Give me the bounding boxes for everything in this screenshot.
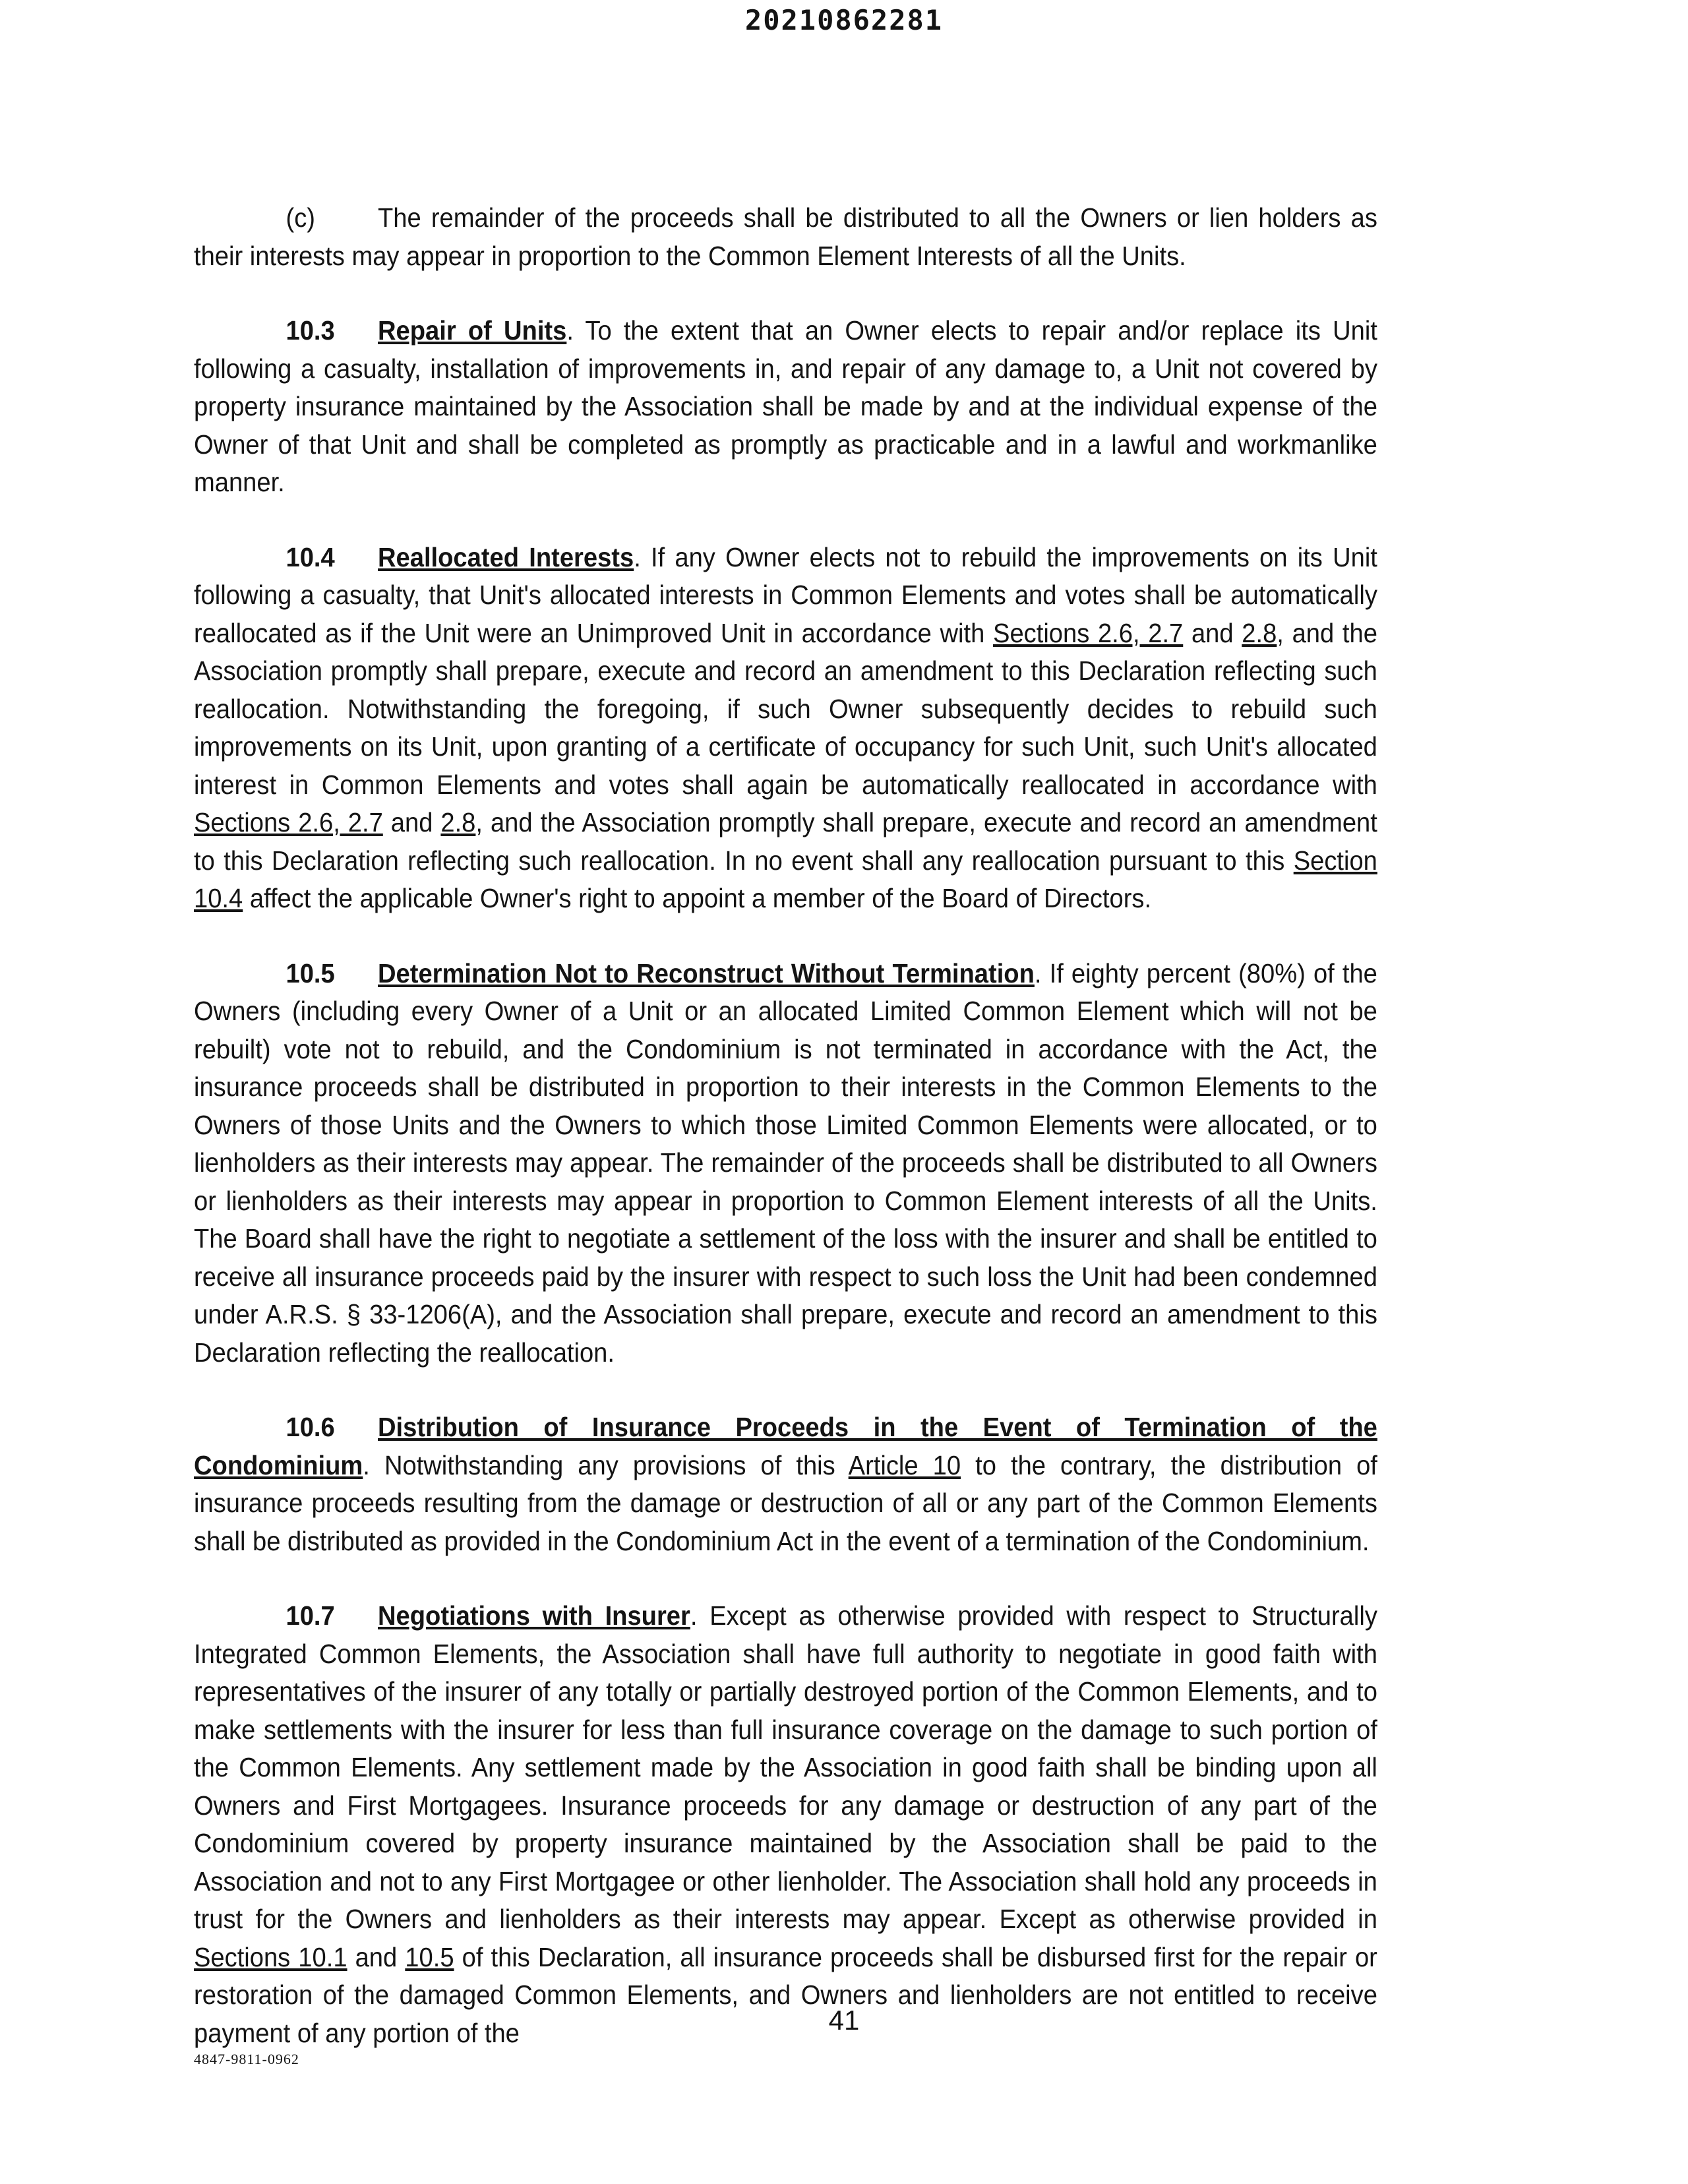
section-10-3: 10.3 Repair of Units. To the extent that an Owner elects to repair and/or replace its Unit following a casualty, installation of improvements in, and repair of any damage to, a Unit not covered by property insurance maintained by the Association shall be made by and at the individual expense of the Owner of that Unit and shall be completed as promptly as practicable and in a lawful and workmanlike manner.: [194, 312, 1377, 502]
section-10-3-title: Repair of Units: [378, 315, 567, 346]
cross-reference: Sections 10.1: [194, 1941, 347, 1972]
section-10-3-text: To the extent that an Owner elects to repair and/or replace its Unit following a casualty, installation of improvements in, and repair of any damage to, a Unit not covered by property insurance maintained by the Association shall be made by and at the individual expense of the Owner of that Unit and shall be completed as promptly as practicable and in a lawful and workmanlike manner.: [194, 315, 1377, 497]
section-10-7-text-1: Except as otherwise provided with respect to Structurally Integrated Common Elements, the Association shall have full authority to negotiate in good faith with representatives of the insurer of any totally or partially destroyed portion of the Common Elements, and to make settlements with the insurer for less than full insurance coverage on the damage to such portion of the Common Elements. Any settlement made by the Association in good faith shall be binding upon all Owners and First Mortgagees. Insurance proceeds for any damage or destruction of any part of the Condominium covered by property insurance maintained by the Association shall be paid to the Association and not to any First Mortgagee or other lienholder. The Association shall hold any proceeds in trust for the Owners and lienholders as their interests may appear. Except as otherwise provided in: [194, 1600, 1377, 1934]
cross-reference: 2.8: [1242, 617, 1277, 648]
section-10-4-number: 10.4: [286, 541, 335, 572]
cross-reference: 2.8: [440, 807, 476, 837]
cross-reference: Section 10.4: [194, 845, 1377, 913]
section-10-4-text-1: If any Owner elects not to rebuild the improvements on its Unit following a casualty, that Unit's allocated interests in Common Elements and votes shall be automatically reallocated as if the Unit were an Unimproved Unit in accordance with: [194, 541, 1377, 648]
section-10-6-number: 10.6: [286, 1412, 335, 1442]
section-10-7-text-2: and: [355, 1941, 398, 1972]
section-10-4-text-6: affect the applicable Owner's right to appoint a member of the Board of Directors.: [249, 883, 1152, 913]
section-10-7-text-3: of this Declaration, all insurance proceeds shall be disbursed first for the repair or restoration of the damaged Common Elements, and Owners and lienholders are not entitled to receive payment of any portion of the: [194, 1941, 1377, 2048]
section-10-6-title: Distribution of Insurance Proceeds in the Event of Termination of the Condominium: [194, 1412, 1377, 1480]
page-number: 41: [828, 2005, 860, 2036]
section-10-4-text-5: , and the Association promptly shall prepare, execute and record an amendment to this Declaration reflecting such reallocation. In no event shall any reallocation pursuant to this: [194, 807, 1377, 876]
paragraph-c-label: (c): [286, 202, 315, 233]
document-body: [194, 199, 1377, 2089]
document-id: 4847-9811-0962: [194, 2051, 299, 2067]
cross-reference: Sections 2.6, 2.7: [993, 617, 1184, 648]
paragraph-c-text: The remainder of the proceeds shall be distributed to all the Owners or lien holders as their interests may appear in proportion to the Common Element Interests of all the Units.: [194, 202, 1377, 271]
section-10-7-number: 10.7: [286, 1600, 335, 1631]
section-10-7: 10.7 Negotiations with Insurer. Except as otherwise provided with respect to Structurally Integrated Common Elements, the Association shall have full authority to negotiate in good faith with representatives of the insurer of any totally or partially destroyed portion of the Common Elements, and to make settlements with the insurer for less than full insurance coverage on the damage to such portion of the Common Elements. Any settlement made by the Association in good faith shall be binding upon all Owners and First Mortgagees. Insurance proceeds for any damage or destruction of any part of the Condominium covered by property insurance maintained by the Association shall be paid to the Association and not to any First Mortgagee or other lienholder. The Association shall hold any proceeds in trust for the Owners and lienholders as their interests may appear. Except as otherwise provided in Sections 10.1 and 10.5 of this Declaration, all insurance proceeds shall be disbursed first for the repair or restoration of the damaged Common Elements, and Owners and lienholders are not entitled to receive payment of any portion of the: [194, 1597, 1377, 2052]
section-10-5-number: 10.5: [286, 957, 335, 988]
section-10-6-text-1: Notwithstanding any provisions of this: [384, 1449, 835, 1480]
section-10-4-text-2: and: [1191, 617, 1234, 648]
recording-number: 20210862281: [744, 4, 944, 36]
section-10-5: 10.5 Determination Not to Reconstruct Without Termination. If eighty percent (80%) of the Owners (including every Owner of a Unit or an allocated Limited Common Element which will not be rebuilt) vote not to rebuild, and the Condominium is not terminated in accordance with the Act, the insurance proceeds shall be distributed in proportion to their interests in the Common Elements to the Owners of those Units and the Owners to which those Limited Common Elements were allocated, or to lienholders as their interests may appear. The remainder of the proceeds shall be distributed to all Owners or lienholders as their interests may appear in proportion to Common Element interests of all the Units. The Board shall have the right to negotiate a settlement of the loss with the insurer and shall be entitled to receive all insurance proceeds paid by the insurer with respect to such loss the Unit had been condemned under A.R.S. § 33-1206(A), and the Association shall prepare, execute and record an amendment to this Declaration reflecting the reallocation.: [194, 955, 1377, 1372]
cross-reference: 10.5: [405, 1941, 454, 1972]
cross-reference: Article 10: [848, 1449, 961, 1480]
section-10-3-number: 10.3: [286, 315, 335, 346]
section-10-5-text: If eighty percent (80%) of the Owners (including every Owner of a Unit or an allocated Limited Common Element which will not be rebuilt) vote not to rebuild, and the Condominium is not terminated in accordance with the Act, the insurance proceeds shall be distributed in proportion to their interests in the Common Elements to the Owners of those Units and the Owners to which those Limited Common Elements were allocated, or to lienholders as their interests may appear. The remainder of the proceeds shall be distributed to all Owners or lienholders as their interests may appear in proportion to Common Element interests of all the Units. The Board shall have the right to negotiate a settlement of the loss with the insurer and shall be entitled to receive all insurance proceeds paid by the insurer with respect to such loss the Unit had been condemned under A.R.S. § 33-1206(A), and the Association shall prepare, execute and record an amendment to this Declaration reflecting the reallocation.: [194, 957, 1377, 1368]
section-10-4-title: Reallocated Interests: [378, 541, 634, 572]
section-10-6: 10.6 Distribution of Insurance Proceeds in the Event of Termination of the Condominium. Notwithstanding any provisions of this Article 10 to the contrary, the distribution of insurance proceeds resulting from the damage or destruction of all or any part of the Common Elements shall be distributed as provided in the Condominium Act in the event of a termination of the Condominium.: [194, 1409, 1377, 1560]
section-10-5-title: Determination Not to Reconstruct Without Termination: [378, 957, 1035, 988]
paragraph-c: [194, 199, 1377, 275]
section-10-6-text-2: to the contrary, the distribution of insurance proceeds resulting from the damage or destruction of all or any part of the Common Elements shall be distributed as provided in the Condominium Act in the event of a termination of the Condominium.: [194, 1449, 1377, 1556]
section-10-7-title: Negotiations with Insurer: [378, 1600, 690, 1631]
cross-reference: Sections 2.6, 2.7: [194, 807, 383, 837]
section-10-4: 10.4 Reallocated Interests. If any Owner elects not to rebuild the improvements on its Unit following a casualty, that Unit's allocated interests in Common Elements and votes shall be automatically reallocated as if the Unit were an Unimproved Unit in accordance with Sections 2.6, 2.7 and 2.8, and the Association promptly shall prepare, execute and record an amendment to this Declaration reflecting such reallocation. Notwithstanding the foregoing, if such Owner subsequently decides to rebuild such improvements on its Unit, upon granting of a certificate of occupancy for such Unit, such Unit's allocated interest in Common Elements and votes shall again be automatically reallocated in accordance with Sections 2.6, 2.7 and 2.8, and the Association promptly shall prepare, execute and record an amendment to this Declaration reflecting such reallocation. In no event shall any reallocation pursuant to this Section 10.4 affect the applicable Owner's right to appoint a member of the Board of Directors.: [194, 539, 1377, 918]
section-10-4-text-3: , and the Association promptly shall prepare, execute and record an amendment to this Declaration reflecting such reallocation. Notwithstanding the foregoing, if such Owner subsequently decides to rebuild such improvements on its Unit, upon granting of a certificate of occupancy for such Unit, such Unit's allocated interest in Common Elements and votes shall again be automatically reallocated in accordance with: [194, 617, 1377, 800]
section-10-4-text-4: and: [390, 807, 433, 837]
